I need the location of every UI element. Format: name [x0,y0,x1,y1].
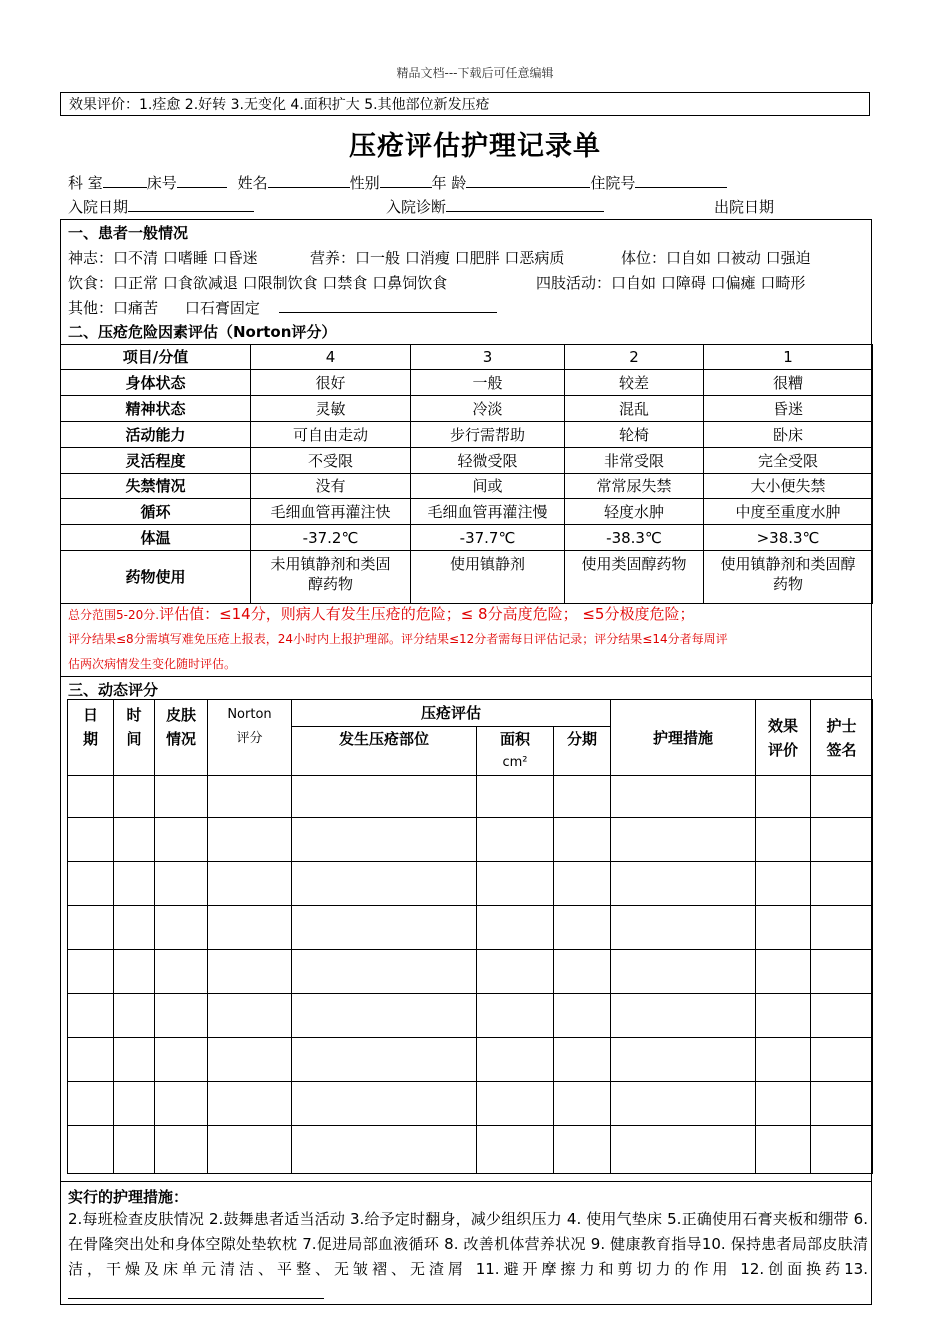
posture-label: 体位： [621,249,667,267]
dyn-entry-cell[interactable] [155,1126,208,1174]
dyn-entry-cell[interactable] [68,906,114,950]
score-threshold-note: 评估值：≤14分，则病人有发生压疮的危险；≤ 8分高度危险； ≤5分极度危险； [159,605,695,623]
norton-header-cell: 2 [565,345,704,370]
effect-header [756,700,811,776]
norton-cell[interactable]: 使用镇静剂 [411,551,565,604]
dyn-entry-cell[interactable] [554,1038,611,1082]
norton-header-cell: 1 [704,345,873,370]
dyn-entry-cell[interactable] [554,950,611,994]
dyn-entry-cell[interactable] [155,994,208,1038]
nurse-header-line: 护士 [826,716,857,735]
norton-row [61,474,873,499]
dyn-entry-cell[interactable] [114,950,155,994]
dyn-entry-cell[interactable] [292,862,477,906]
sex-field[interactable] [380,173,432,188]
limb-option[interactable]: 口偏瘫 [710,274,756,292]
dyn-entry-cell[interactable] [208,1038,292,1082]
dyn-entry-cell[interactable] [114,1082,155,1126]
dyn-entry-cell[interactable] [811,1126,873,1174]
norton-header-cell: 4 [251,345,411,370]
dyn-entry-cell[interactable] [554,1126,611,1174]
discharge-date-label: 出院日期 [714,198,775,216]
norton-cell[interactable]: 轻微受限 [411,448,565,474]
dyn-entry-cell[interactable] [114,776,155,818]
skin-header [155,700,208,776]
dyn-entry-cell[interactable] [208,1082,292,1126]
dyn-entry-cell[interactable] [477,906,554,950]
norton-cell[interactable]: 一般 [411,370,565,396]
dyn-entry-cell[interactable] [292,818,477,862]
area-header-label: 面积 [499,730,530,748]
diet-option[interactable]: 口限制饮食 [242,274,318,292]
section1-title: 一、患者一般情况 [68,224,189,242]
dyn-entry-cell[interactable] [68,994,114,1038]
nurse-header-line: 签名 [826,740,857,759]
norton-cell[interactable]: 轻度水肿 [565,499,704,525]
norton-row [61,370,873,396]
dyn-entry-cell[interactable] [811,862,873,906]
norton-cell[interactable]: 中度至重度水肿 [704,499,873,525]
dyn-entry-cell[interactable] [68,1038,114,1082]
dyn-entry-cell[interactable] [756,994,811,1038]
dyn-entry-row [68,862,873,906]
norton-cell[interactable] [704,551,873,604]
dyn-entry-cell[interactable] [477,994,554,1038]
norton-cell[interactable]: 步行需帮助 [411,422,565,448]
dept-field[interactable] [103,173,147,188]
norton-cell[interactable]: 较差 [565,370,704,396]
dyn-entry-cell[interactable] [208,1126,292,1174]
area-header [477,727,554,776]
mind-label: 神志： [68,249,114,267]
other-option[interactable]: 口石膏固定 [184,299,260,317]
dyn-entry-cell[interactable] [292,776,477,818]
sex-label: 性别 [349,174,380,192]
dyn-entry-row [68,1082,873,1126]
dyn-entry-cell[interactable] [208,818,292,862]
dyn-entry-cell[interactable] [68,1082,114,1126]
norton-cell[interactable]: 毛细血管再灌注快 [251,499,411,525]
mind-option[interactable]: 口昏迷 [212,249,258,267]
norton-cell[interactable]: 常常尿失禁 [565,474,704,499]
dyn-entry-cell[interactable] [114,994,155,1038]
norton-cell[interactable]: 冷淡 [411,396,565,422]
other-label: 其他： [68,299,114,317]
nutrition-option[interactable]: 口消瘦 [404,249,450,267]
admit-date-field[interactable] [128,197,254,212]
dyn-entry-cell[interactable] [811,906,873,950]
dyn-entry-cell[interactable] [756,818,811,862]
norton-item-label: 身体状态 [61,370,251,396]
dyn-entry-row [68,776,873,818]
mind-option[interactable]: 口不清 [113,249,159,267]
ulcer-eval-header: 压疮评估 [292,700,611,727]
dyn-entry-cell[interactable] [611,994,756,1038]
dyn-entry-cell[interactable] [208,994,292,1038]
bed-label: 床号 [146,174,177,192]
age-label: 年 龄 [431,174,467,192]
site-header: 发生压疮部位 [292,727,477,776]
name-field[interactable] [268,173,350,188]
norton-cell[interactable]: 使用类固醇药物 [565,551,704,604]
norton-item-label: 灵活程度 [61,448,251,474]
dyn-entry-cell[interactable] [477,950,554,994]
measures-header: 护理措施 [611,700,756,776]
dyn-entry-cell[interactable] [756,776,811,818]
score-range-note: 总分范围5-20分. [68,608,160,622]
norton-cell[interactable]: 很好 [251,370,411,396]
dyn-entry-cell[interactable] [208,862,292,906]
dyn-body [68,776,873,1174]
dyn-entry-cell[interactable] [756,862,811,906]
norton-score-header-line: Norton [227,707,272,722]
other-row [68,297,497,318]
dyn-entry-cell[interactable] [114,1126,155,1174]
dyn-entry-cell[interactable] [611,776,756,818]
norton-cell[interactable]: -37.2℃ [251,525,411,551]
dyn-entry-cell[interactable] [756,950,811,994]
hospno-label: 住院号 [590,174,636,192]
skin-header-line: 情况 [165,730,196,748]
date-header [68,700,114,776]
norton-item-label: 循环 [61,499,251,525]
dyn-entry-cell[interactable] [292,994,477,1038]
norton-cell-line: 未用镇静剂和类固 [270,555,391,573]
nursing-measures-text [68,1207,868,1307]
dyn-entry-cell[interactable] [611,950,756,994]
admit-diag [386,196,604,217]
dyn-entry-cell[interactable] [292,906,477,950]
norton-cell[interactable]: 毛细血管再灌注慢 [411,499,565,525]
dyn-header-row [68,700,873,727]
time-header-line: 间 [126,730,142,748]
dyn-entry-cell[interactable] [554,994,611,1038]
norton-cell-line: 使用镇静剂和类固醇 [720,555,856,573]
nutrition-label: 营养： [310,249,356,267]
report-note-line1: 评分结果≤8分需填写难免压疮上报表，24小时内上报护理部。评分结果≤12分者需每日评估记录；评分结果≤14分者每周评 [68,632,728,646]
dyn-entry-cell[interactable] [292,1082,477,1126]
dyn-entry-cell[interactable] [611,906,756,950]
dyn-entry-cell[interactable] [155,818,208,862]
diet-option[interactable]: 口禁食 [322,274,368,292]
norton-row [61,551,873,604]
dyn-entry-cell[interactable] [756,1126,811,1174]
norton-score-header [208,700,292,776]
diet-option[interactable]: 口食欲减退 [162,274,238,292]
dyn-entry-cell[interactable] [811,950,873,994]
dyn-entry-cell[interactable] [811,1082,873,1126]
time-header [114,700,155,776]
norton-cell[interactable]: -37.7℃ [411,525,565,551]
norton-cell[interactable] [251,551,411,604]
bed-field[interactable] [177,173,227,188]
posture-option[interactable]: 口自如 [666,249,712,267]
dyn-entry-cell[interactable] [477,818,554,862]
dyn-entry-cell[interactable] [811,818,873,862]
limb-option[interactable]: 口障碍 [660,274,706,292]
dyn-entry-cell[interactable] [155,862,208,906]
diet-label: 饮食： [68,274,114,292]
dyn-entry-cell[interactable] [477,776,554,818]
norton-row [61,396,873,422]
limb-label: 四肢活动： [536,274,612,292]
norton-cell[interactable]: >38.3℃ [704,525,873,551]
effect-header-line: 效果 [768,716,799,735]
nursing-measures-list: 2.每班检查皮肤情况 2.鼓舞患者适当活动 3.给予定时翻身，减少组织压力 4. 使用气垫床 5.正确使用石膏夹板和绷带 6.在骨隆突出处和身体空隙处垫软枕 7.促进局部血液循环 8. 改善机体营养状况 9. 健康教育指导10. 保持患者局部皮肤清洁，干燥及床单元清洁、平整、无皱褶、无渣屑 11.避开摩擦力和剪切力的作用 12.创面换药13. [68,1210,868,1278]
dyn-entry-cell[interactable] [611,862,756,906]
posture-row [621,247,811,268]
norton-cell[interactable]: 不受限 [251,448,411,474]
dyn-entry-cell[interactable] [477,862,554,906]
dyn-entry-cell[interactable] [155,1038,208,1082]
dyn-entry-cell[interactable] [611,818,756,862]
norton-cell[interactable]: 轮椅 [565,422,704,448]
divider [60,676,872,677]
dyn-entry-cell[interactable] [477,1126,554,1174]
admit-diag-field[interactable] [446,197,604,212]
norton-item-label: 失禁情况 [61,474,251,499]
dyn-entry-cell[interactable] [611,1082,756,1126]
posture-option[interactable]: 口强迫 [765,249,811,267]
dyn-entry-cell[interactable] [114,1038,155,1082]
name-label: 姓名 [237,174,268,192]
norton-cell[interactable]: 卧床 [704,422,873,448]
norton-cell[interactable]: 间或 [411,474,565,499]
dept-label: 科 室 [68,174,103,192]
dyn-entry-cell[interactable] [68,776,114,818]
norton-cell[interactable]: -38.3℃ [565,525,704,551]
norton-cell[interactable]: 非常受限 [565,448,704,474]
dyn-entry-row [68,1126,873,1174]
dyn-entry-cell[interactable] [114,906,155,950]
dyn-entry-cell[interactable] [554,776,611,818]
mind-option[interactable]: 口嗜睡 [162,249,208,267]
dyn-entry-cell[interactable] [292,1126,477,1174]
limb-option[interactable]: 口畸形 [760,274,806,292]
posture-option[interactable]: 口被动 [715,249,761,267]
dyn-entry-cell[interactable] [208,950,292,994]
page-header-note: 精品文档---下载后可任意编辑 [396,66,554,80]
norton-table [60,344,873,604]
dyn-entry-cell[interactable] [68,862,114,906]
stage-header: 分期 [554,727,611,776]
dyn-entry-cell[interactable] [208,776,292,818]
nutrition-option[interactable]: 口恶病质 [504,249,565,267]
dyn-entry-cell[interactable] [811,994,873,1038]
dynamic-score-table [67,699,873,1174]
dyn-entry-cell[interactable] [208,906,292,950]
limb-option[interactable]: 口自如 [611,274,657,292]
dyn-entry-cell[interactable] [155,906,208,950]
norton-item-label: 药物使用 [61,551,251,604]
norton-cell-line: 醇药物 [307,575,353,593]
patient-info-row1 [68,172,727,193]
norton-row [61,422,873,448]
nutrition-row [310,247,564,268]
dyn-entry-row [68,818,873,862]
diet-option[interactable]: 口正常 [113,274,159,292]
nursing-measures-title: 实行的护理措施： [68,1188,189,1206]
dyn-entry-cell[interactable] [114,818,155,862]
norton-item-label: 体温 [61,525,251,551]
dyn-entry-cell[interactable] [68,818,114,862]
effect-header-line: 评价 [768,740,799,759]
other-option[interactable]: 口痛苦 [113,299,159,317]
area-unit: cm² [502,755,528,770]
dyn-entry-cell[interactable] [611,1126,756,1174]
norton-row [61,499,873,525]
norton-header-cell: 项目/分值 [61,345,251,370]
date-header-line: 日 [82,706,98,724]
dyn-entry-row [68,950,873,994]
age-field[interactable] [466,173,590,188]
dyn-entry-cell[interactable] [554,818,611,862]
norton-cell[interactable]: 完全受限 [704,448,873,474]
norton-cell[interactable]: 昏迷 [704,396,873,422]
other-measure-field[interactable] [68,1284,324,1299]
dyn-entry-cell[interactable] [292,950,477,994]
limb-row [536,272,805,293]
dyn-entry-cell[interactable] [756,1038,811,1082]
form-title: 压疮评估护理记录单 [349,131,601,162]
dyn-entry-cell[interactable] [68,950,114,994]
nutrition-option[interactable]: 口肥胖 [454,249,500,267]
time-header-line: 时 [126,706,142,724]
norton-cell[interactable]: 大小便失禁 [704,474,873,499]
dyn-entry-cell[interactable] [292,1038,477,1082]
dyn-entry-cell[interactable] [611,1038,756,1082]
effect-evaluation-legend: 效果评价：1.痊愈 2.好转 3.无变化 4.面积扩大 5.其他部位新发压疮 [60,92,870,116]
score-note [68,603,868,624]
diet-option[interactable]: 口鼻饲饮食 [372,274,448,292]
skin-header-line: 皮肤 [165,706,196,724]
norton-cell[interactable]: 灵敏 [251,396,411,422]
norton-cell[interactable]: 可自由走动 [251,422,411,448]
norton-score-header-line: 评分 [236,731,263,746]
norton-cell-line: 药物 [772,575,803,593]
norton-header-row [61,345,873,370]
dyn-entry-cell[interactable] [155,1082,208,1126]
dyn-entry-row [68,994,873,1038]
other-field[interactable] [279,298,497,313]
norton-cell[interactable]: 没有 [251,474,411,499]
diet-row [68,272,447,293]
hospno-field[interactable] [635,173,727,188]
nursing-measures [60,1181,872,1305]
dyn-entry-cell[interactable] [756,1082,811,1126]
nurse-header [811,700,873,776]
dyn-entry-cell[interactable] [477,1082,554,1126]
date-header-line: 期 [82,730,98,748]
dyn-entry-row [68,1038,873,1082]
admit-date-label: 入院日期 [68,198,129,216]
norton-item-label: 活动能力 [61,422,251,448]
dyn-entry-cell[interactable] [477,1038,554,1082]
norton-header-cell: 3 [411,345,565,370]
norton-item-label: 精神状态 [61,396,251,422]
mind-row [68,247,258,268]
dyn-entry-cell[interactable] [554,862,611,906]
section3-title: 三、动态评分 [68,681,159,699]
dyn-entry-cell[interactable] [155,776,208,818]
dyn-entry-cell[interactable] [114,862,155,906]
dyn-entry-row [68,906,873,950]
dyn-entry-cell[interactable] [554,1082,611,1126]
section2-title: 二、压疮危险因素评估（Norton评分） [68,323,337,341]
admit-diag-label: 入院诊断 [386,198,447,216]
norton-cell[interactable]: 混乱 [565,396,704,422]
dyn-entry-cell[interactable] [155,950,208,994]
dyn-entry-cell[interactable] [554,906,611,950]
dyn-entry-cell[interactable] [811,1038,873,1082]
nutrition-option[interactable]: 口一般 [355,249,401,267]
dyn-entry-cell[interactable] [811,776,873,818]
norton-cell[interactable]: 很糟 [704,370,873,396]
dyn-entry-cell[interactable] [756,906,811,950]
report-note-line2: 估两次病情发生变化随时评估。 [68,657,237,671]
dyn-entry-cell[interactable] [68,1126,114,1174]
patient-info-row2 [68,196,254,217]
norton-row [61,448,873,474]
norton-row [61,525,873,551]
